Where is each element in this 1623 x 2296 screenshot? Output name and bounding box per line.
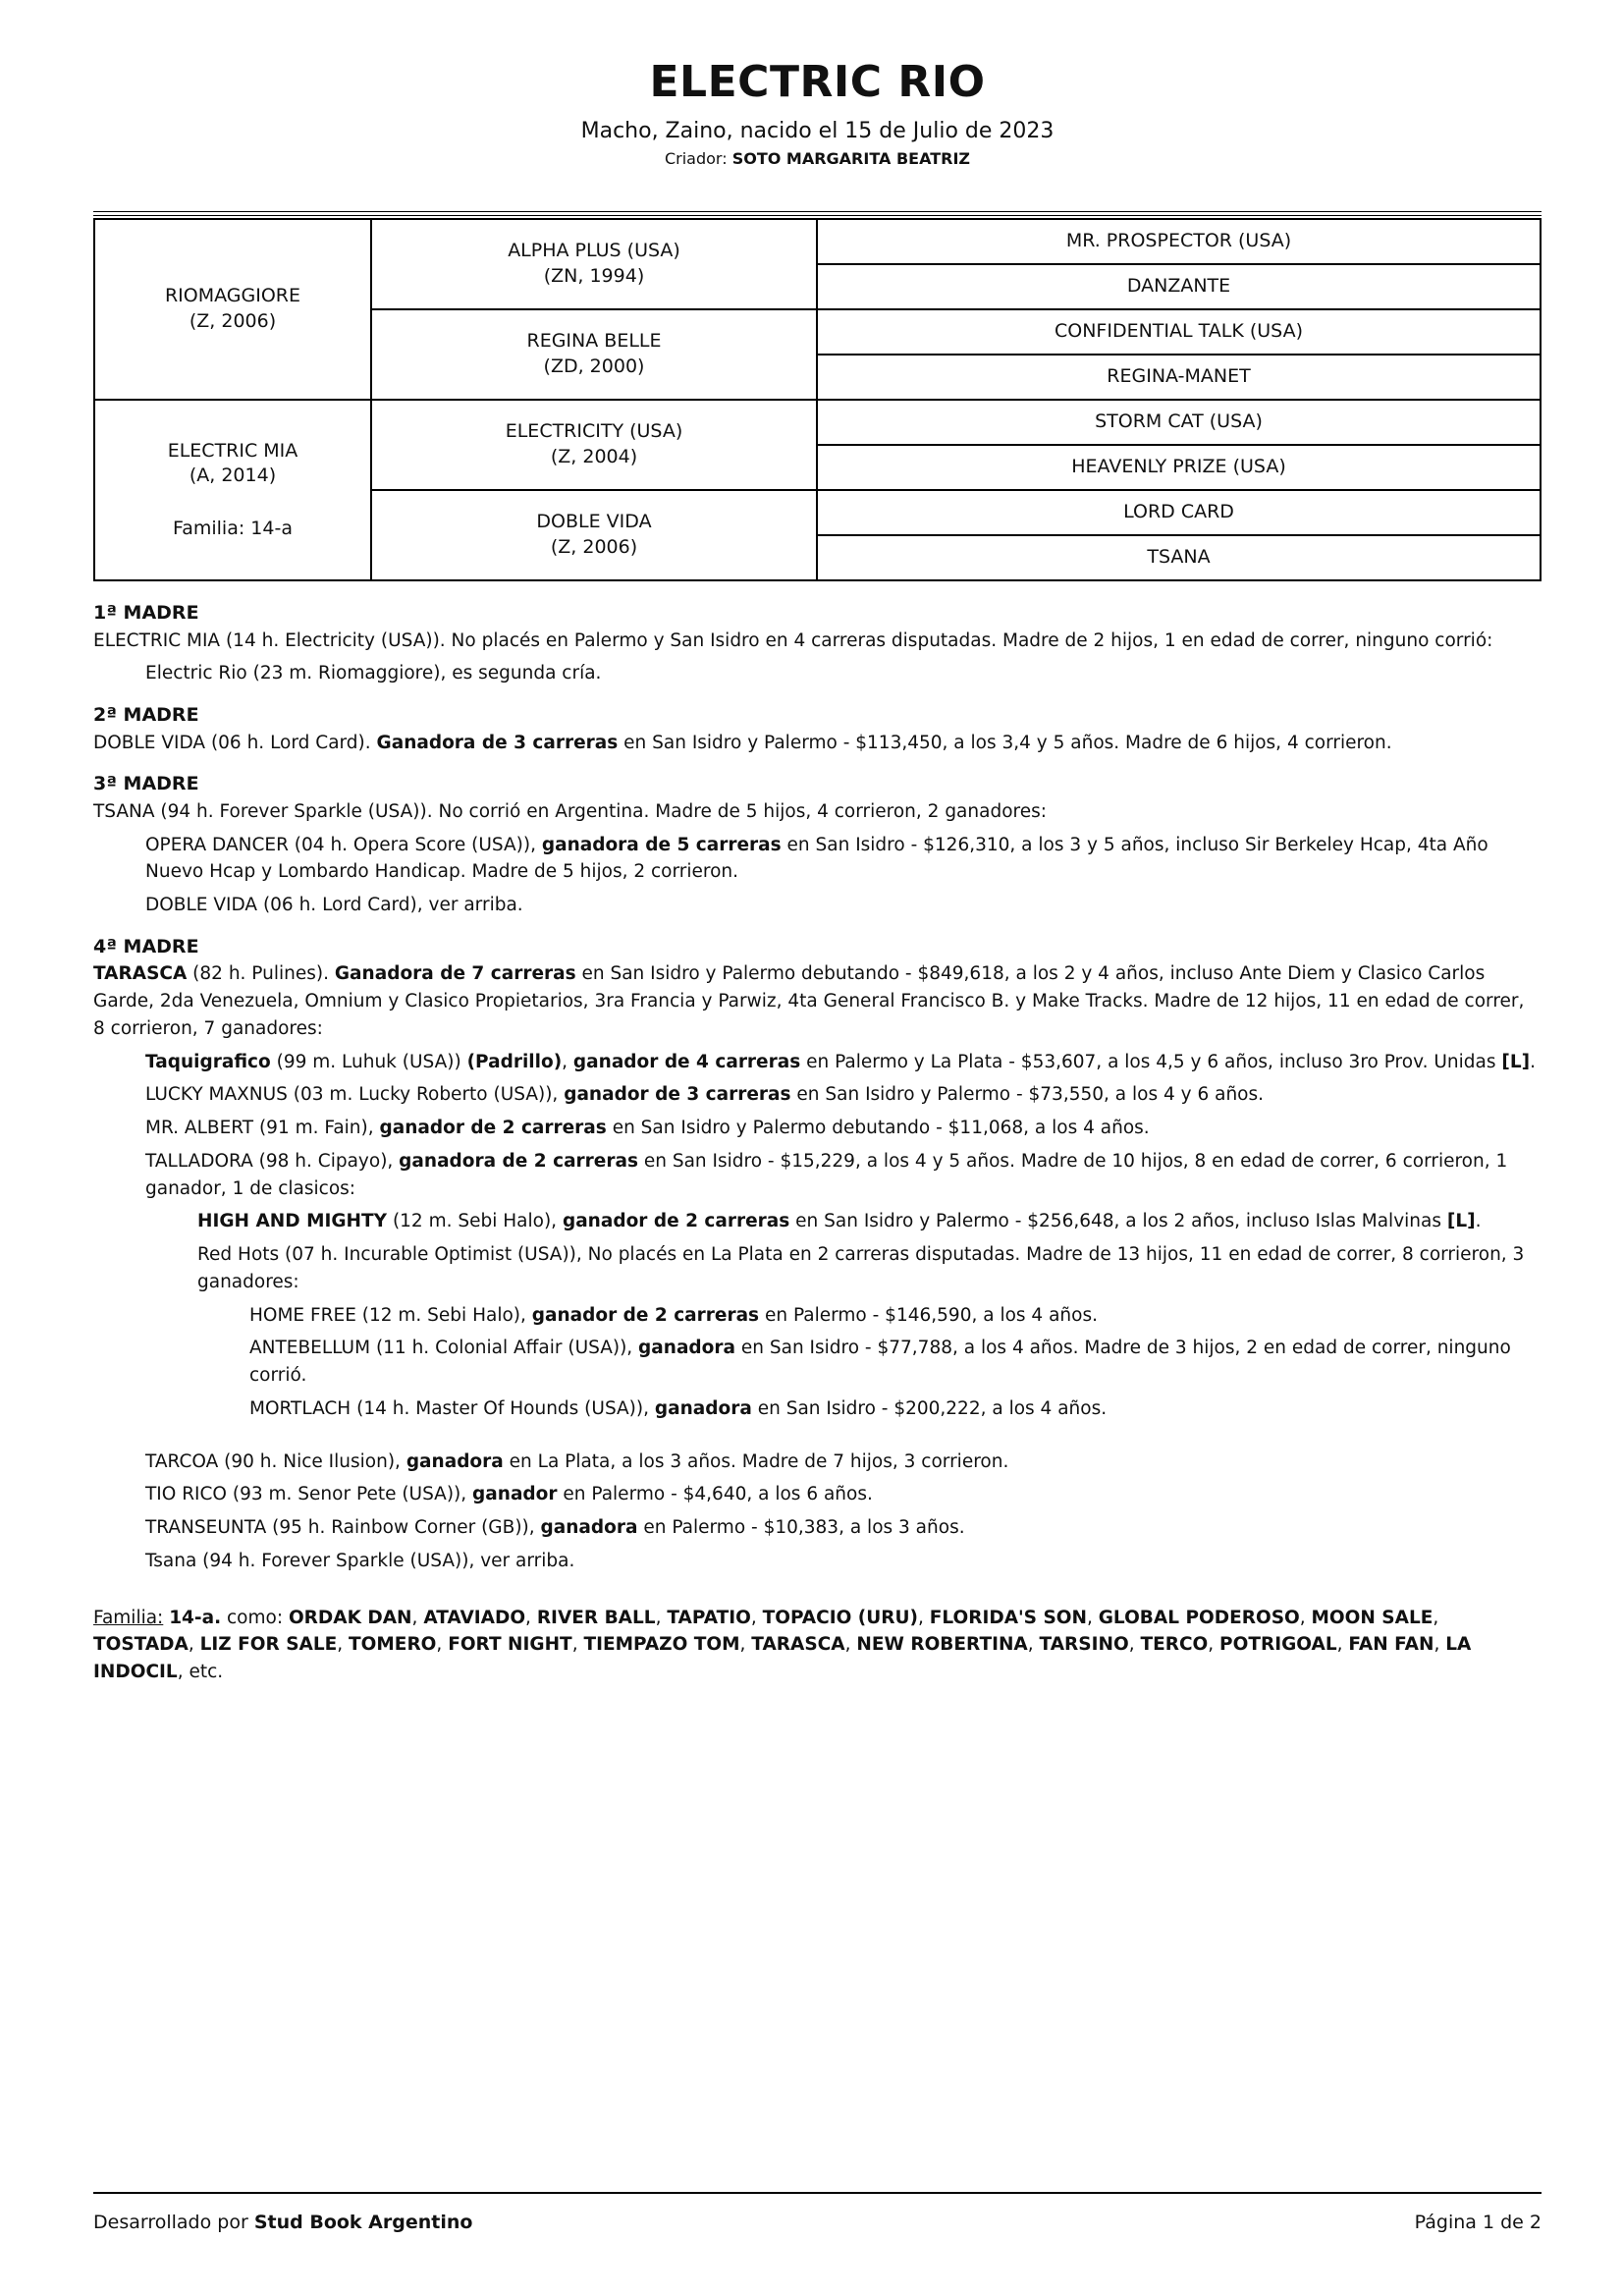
separator: ,: [655, 1607, 668, 1628]
text-run: en San Isidro y Palermo debutando - $11,068, a los 4 años.: [606, 1118, 1150, 1138]
text-run-bold: [L]: [1501, 1051, 1531, 1072]
text-run-bold: Ganadora de 3 carreras: [376, 732, 619, 753]
separator: ,: [739, 1634, 752, 1656]
text-run: en San Isidro - $200,222, a los 4 años.: [751, 1397, 1108, 1419]
text-run-bold: ganador de 2 carreras: [562, 1211, 790, 1232]
dam-sire-name: ELECTRICITY (USA): [505, 420, 683, 443]
second-dam-text: [93, 730, 1542, 757]
separator: ,: [188, 1634, 200, 1656]
family-member-name: LA INDOCIL: [93, 1634, 1472, 1682]
family-member-name: POTRIGOAL: [1219, 1634, 1337, 1656]
fourth-dam-foal: [93, 1115, 1542, 1142]
text-run-bold: ganador de 2 carreras: [379, 1118, 607, 1138]
fourth-dam-foal: [93, 1148, 1542, 1203]
family-member-name: FORT NIGHT: [448, 1634, 572, 1656]
header-divider: [93, 211, 1542, 216]
family-member-name: TOMERO: [349, 1634, 437, 1656]
family-member-name: TARASCA: [751, 1634, 845, 1656]
text-run: en Palermo - $146,590, a los 4 años.: [759, 1304, 1098, 1326]
separator: ,: [411, 1607, 424, 1628]
family-como: como:: [221, 1607, 289, 1628]
separator: ,: [1299, 1607, 1312, 1628]
text-run-bold: [L]: [1446, 1211, 1476, 1232]
breeder-line: [93, 149, 1542, 168]
text-run-bold: ganadora: [654, 1397, 752, 1419]
section-title-2nd-dam: 2ª MADRE: [93, 704, 199, 726]
family-member-name: TAPATIO: [667, 1607, 751, 1628]
text-run-bold: ganadora de 5 carreras: [541, 834, 782, 855]
text-run: en San Isidro y Palermo debutando - $849,618, a los 2 y 4 años, incluso Ante Diem y Clasico Carlos Garde, 2da Venezuela, Omnium y Clasico Propietarios, 3ra Francia y Parwiz, 4ta General Francisco B. y Make Tracks. Madre de 12 hijos, 11 en edad de correr, 8 corrieron, 7 ganadores:: [93, 963, 1525, 1039]
pedigree-g3-3: CONFIDENTIAL TALK (USA): [817, 309, 1541, 355]
text-run-bold: ganadora: [540, 1517, 638, 1538]
sire-dam-info: (ZD, 2000): [543, 355, 645, 377]
sire-sire-name: ALPHA PLUS (USA): [508, 240, 680, 262]
separator: ,: [917, 1607, 930, 1628]
footer-credit: [93, 2212, 472, 2233]
section-title-1st-dam: 1ª MADRE: [93, 602, 199, 624]
sire-sire-info: (ZN, 1994): [543, 265, 645, 287]
family-member-name: NEW ROBERTINA: [856, 1634, 1028, 1656]
family-member-name: RIVER BALL: [536, 1607, 656, 1628]
footer-divider: [93, 2192, 1542, 2194]
text-run-bold: ganador: [472, 1484, 558, 1505]
family-line: [93, 1605, 1542, 1686]
header: [93, 57, 1542, 168]
third-dam-foal: DOBLE VIDA (06 h. Lord Card), ver arriba.: [145, 895, 523, 915]
page-number: Página 1 de 2: [1414, 2212, 1542, 2233]
text-run: DOBLE VIDA (06 h. Lord Card).: [93, 732, 377, 753]
pedigree-g3-8: TSANA: [817, 535, 1541, 580]
dam-dam-name: DOBLE VIDA: [536, 511, 652, 533]
third-dam-text: TSANA (94 h. Forever Sparkle (USA)). No corrió en Argentina. Madre de 5 hijos, 4 corrieron, 2 ganadores:: [93, 800, 1047, 822]
separator: ,: [1086, 1607, 1099, 1628]
fourth-dam-foal: [93, 1449, 1542, 1476]
fourth-dam-foal: [93, 1049, 1542, 1076]
sire-info: (Z, 2006): [189, 310, 277, 332]
text-run-bold: ganadora: [638, 1338, 735, 1359]
family-label: Familia:: [93, 1607, 164, 1628]
text-run: en Palermo - $4,640, a los 6 años.: [557, 1484, 873, 1505]
third-dam-foal: [93, 832, 1542, 887]
dam-sire-info: (Z, 2004): [550, 446, 638, 467]
text-run: en San Isidro - $126,310, a los 3 y 5 años, incluso Sir Berkeley Hcap, 4ta Año Nuevo Hcap y Lombardo Handicap. Madre de 5 hijos, 2 corrieron.: [145, 834, 1488, 883]
text-run: en Palermo - $10,383, a los 3 años.: [637, 1517, 965, 1538]
horse-title: ELECTRIC RIO: [649, 57, 986, 107]
separator: ,: [1433, 1607, 1439, 1628]
text-run: MR. ALBERT (91 m. Fain),: [145, 1118, 380, 1138]
section-title-4th-dam: 4ª MADRE: [93, 935, 199, 957]
text-run: TIO RICO (93 m. Senor Pete (USA)),: [145, 1484, 473, 1505]
footer-credit-org: Stud Book Argentino: [253, 2212, 473, 2233]
separator: ,: [525, 1607, 537, 1628]
produce-record: [93, 599, 1542, 1686]
text-run-bold: HIGH AND MIGHTY: [197, 1211, 388, 1232]
family-code: 14-a.: [169, 1607, 222, 1628]
text-run: ,: [562, 1051, 573, 1072]
separator: ,: [1027, 1634, 1040, 1656]
granddaughter-foal: [93, 1208, 1542, 1235]
sire-dam-name: REGINA BELLE: [526, 330, 662, 353]
dam-info: (A, 2014): [189, 465, 277, 487]
granddaughter-foal: Red Hots (07 h. Incurable Optimist (USA)), No placés en La Plata en 2 carreras disputadas. Madre de 13 hijos, 11 en edad de correr, 8 corrieron, 3 ganadores:: [197, 1244, 1525, 1292]
text-run: ANTEBELLUM (11 h. Colonial Affair (USA)),: [249, 1338, 639, 1359]
pedigree-g3-1: MR. PROSPECTOR (USA): [817, 219, 1541, 264]
document-page: [93, 0, 1542, 1686]
family-member-name: TOSTADA: [93, 1634, 189, 1656]
pedigree-g3-4: REGINA-MANET: [817, 355, 1541, 400]
text-run: .: [1530, 1051, 1536, 1072]
text-run: en San Isidro y Palermo - $113,450, a los 3,4 y 5 años. Madre de 6 hijos, 4 corrieron.: [618, 732, 1392, 753]
text-run: HOME FREE (12 m. Sebi Halo),: [249, 1304, 532, 1326]
breeder-name: SOTO MARGARITA BEATRIZ: [731, 149, 971, 168]
fourth-dam-foal: [93, 1081, 1542, 1109]
text-run: en Palermo y La Plata - $53,607, a los 4,5 y 6 años, incluso 3ro Prov. Unidas: [800, 1051, 1502, 1072]
text-run-bold: ganador de 2 carreras: [531, 1304, 760, 1326]
pedigree-sire: [94, 219, 371, 400]
separator: ,: [571, 1634, 584, 1656]
text-run: en San Isidro y Palermo - $256,648, a los 2 años, incluso Islas Malvinas: [789, 1211, 1447, 1232]
family-member-name: TARSINO: [1039, 1634, 1129, 1656]
family-member-name: LIZ FOR SALE: [199, 1634, 338, 1656]
family-member-name: TOPACIO (URU): [762, 1607, 918, 1628]
pedigree-g3-6: HEAVENLY PRIZE (USA): [817, 445, 1541, 490]
dam-name: ELECTRIC MIA: [167, 439, 298, 462]
text-run: (99 m. Luhuk (USA)): [270, 1051, 467, 1072]
separator: ,: [436, 1634, 449, 1656]
sire-name: RIOMAGGIORE: [164, 285, 301, 307]
text-run: TRANSEUNTA (95 h. Rainbow Corner (GB)),: [145, 1517, 541, 1538]
pedigree-sire-dam: [371, 309, 817, 400]
separator: ,: [844, 1634, 857, 1656]
great-granddaughter-foal: [93, 1395, 1542, 1423]
family-member-name: FLORIDA'S SON: [929, 1607, 1087, 1628]
pedigree-g3-2: DANZANTE: [817, 264, 1541, 309]
separator: ,: [1128, 1634, 1141, 1656]
fourth-dam-foal: [93, 1481, 1542, 1508]
pedigree-dam: [94, 400, 371, 580]
family-member-name: MOON SALE: [1311, 1607, 1434, 1628]
family-etc: , etc.: [177, 1662, 224, 1682]
text-run: TARCOA (90 h. Nice Ilusion),: [145, 1450, 406, 1472]
pedigree-g3-7: LORD CARD: [817, 490, 1541, 535]
dam-family: Familia: 14-a: [173, 517, 293, 539]
great-granddaughter-foal: [93, 1335, 1542, 1390]
separator: ,: [1336, 1634, 1349, 1656]
text-run: (82 h. Pulines).: [187, 963, 335, 985]
pedigree-table: [93, 218, 1542, 581]
separator: ,: [1208, 1634, 1220, 1656]
family-names: [93, 1608, 1471, 1683]
horse-subtitle: Macho, Zaino, nacido el 15 de Julio de 2023: [580, 119, 1055, 143]
separator: ,: [1434, 1634, 1446, 1656]
fourth-dam-foal: [93, 1514, 1542, 1542]
text-run-bold: Taquigrafico: [145, 1051, 271, 1072]
text-run: en San Isidro - $15,229, a los 4 y 5 años. Madre de 10 hijos, 8 en edad de correr, 6 corrieron, 1 ganador, 1 de clasicos:: [145, 1150, 1508, 1199]
dam-dam-info: (Z, 2006): [550, 536, 638, 558]
pedigree-sire-sire: [371, 219, 817, 309]
first-dam-text: ELECTRIC MIA (14 h. Electricity (USA)). No placés en Palermo y San Isidro en 4 carreras disputadas. Madre de 2 hijos, 1 en edad de correr, ninguno corrió:: [93, 629, 1493, 651]
family-member-name: ORDAK DAN: [288, 1607, 412, 1628]
text-run: en San Isidro - $77,788, a los 4 años. Madre de 3 hijos, 2 en edad de correr, ninguno corrió.: [249, 1338, 1511, 1386]
pedigree-dam-sire: [371, 400, 817, 490]
text-run: .: [1475, 1211, 1482, 1232]
text-run-bold: Ganadora de 7 carreras: [334, 963, 576, 985]
great-granddaughter-foal: [93, 1302, 1542, 1330]
family-member-name: ATAVIADO: [423, 1607, 526, 1628]
text-run: LUCKY MAXNUS (03 m. Lucky Roberto (USA)),: [145, 1084, 565, 1106]
footer-credit-prefix: Desarrollado por: [93, 2212, 254, 2233]
pedigree-dam-dam: [371, 490, 817, 580]
text-run-bold: ganadora: [406, 1450, 504, 1472]
breeder-label: Criador:: [664, 149, 728, 168]
separator: ,: [337, 1634, 350, 1656]
fourth-dam-text: [93, 960, 1542, 1042]
family-member-name: TERCO: [1140, 1634, 1209, 1656]
text-run: en San Isidro y Palermo - $73,550, a los 4 y 6 años.: [790, 1084, 1265, 1106]
fourth-dam-foal: Tsana (94 h. Forever Sparkle (USA)), ver arriba.: [145, 1550, 575, 1571]
separator: ,: [750, 1607, 763, 1628]
family-member-name: GLOBAL PODEROSO: [1098, 1607, 1300, 1628]
pedigree-g3-5: STORM CAT (USA): [817, 400, 1541, 445]
text-run: OPERA DANCER (04 h. Opera Score (USA)),: [145, 834, 542, 855]
text-run: TALLADORA (98 h. Cipayo),: [145, 1150, 400, 1172]
spacer: [93, 1423, 1542, 1443]
text-run-bold: ganadora de 2 carreras: [399, 1150, 638, 1172]
section-title-3rd-dam: 3ª MADRE: [93, 773, 199, 795]
family-member-name: FAN FAN: [1348, 1634, 1434, 1656]
first-dam-foal: Electric Rio (23 m. Riomaggiore), es segunda cría.: [145, 663, 602, 684]
text-run: MORTLACH (14 h. Master Of Hounds (USA)),: [249, 1397, 655, 1419]
text-run: (12 m. Sebi Halo),: [387, 1211, 563, 1232]
text-run-bold: ganador de 3 carreras: [564, 1084, 791, 1106]
text-run-bold: (Padrillo): [466, 1051, 563, 1072]
text-run: en La Plata, a los 3 años. Madre de 7 hijos, 3 corrieron.: [503, 1450, 1009, 1472]
text-run-bold: TARASCA: [93, 963, 188, 985]
text-run-bold: ganador de 4 carreras: [572, 1051, 801, 1072]
family-member-name: TIEMPAZO TOM: [583, 1634, 740, 1656]
